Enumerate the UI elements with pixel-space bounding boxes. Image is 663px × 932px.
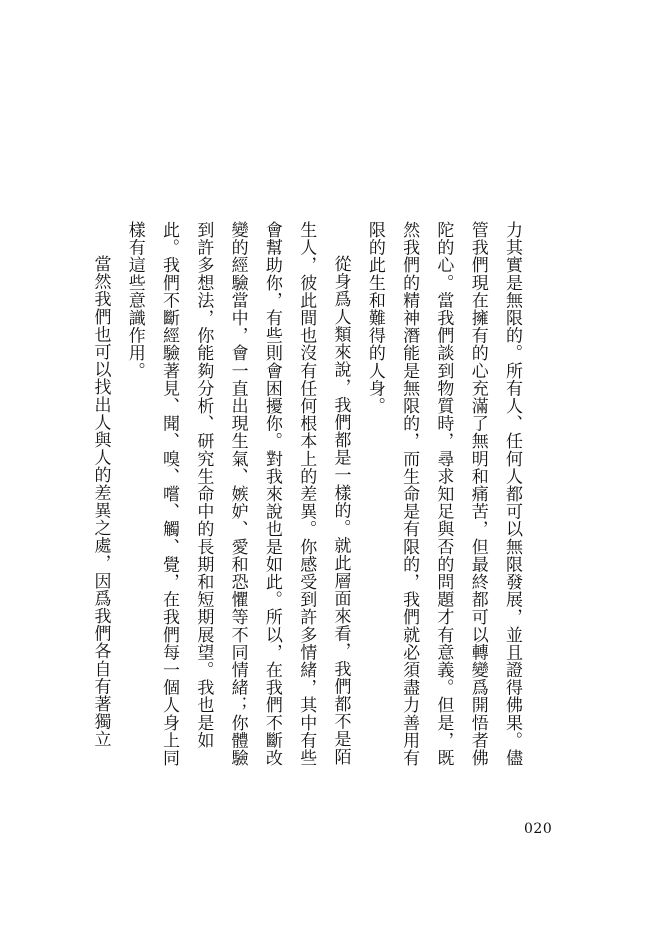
- paragraph: 當然我們也可以找出人與人的差異之處，因爲我們各自有著獨立: [90, 255, 111, 748]
- page-number: 020: [524, 821, 553, 837]
- page-body: [83, 221, 529, 776]
- paragraph: 從身爲人類來說，我們都是一樣的。就此層面來看，我們都不是陌生人，彼此間也沒有任何根本上的差異。你感受到許多情緒，其中有些會幫助你，有些則會困擾你。對我來說也是如此。所以，在我們不斷改變的經驗當中，會一直出現生氣、嫉妒、愛和恐懼等不同情緒；你體驗到許多想法，你能夠分析、研究生命中的長期和短期展望。我也是如此。我們不斷經驗著見、聞、嗅、嚐、觸、覺，在我們每一個人身上同樣有這些意識作用。: [124, 221, 351, 767]
- paragraph: 力其實是無限的。所有人、任何人都可以無限發展，並且證得佛果。儘管我們現在擁有的心充滿了無明和痛苦，但最終都可以轉變爲開悟者佛陀的心。當我們談到物質時，尋求知足與否的問題才有意義。但是，既然我們的精神潛能是無限的，而生命是有限的，我們就必須盡力善用有限的此生和難得的人身。: [364, 221, 522, 767]
